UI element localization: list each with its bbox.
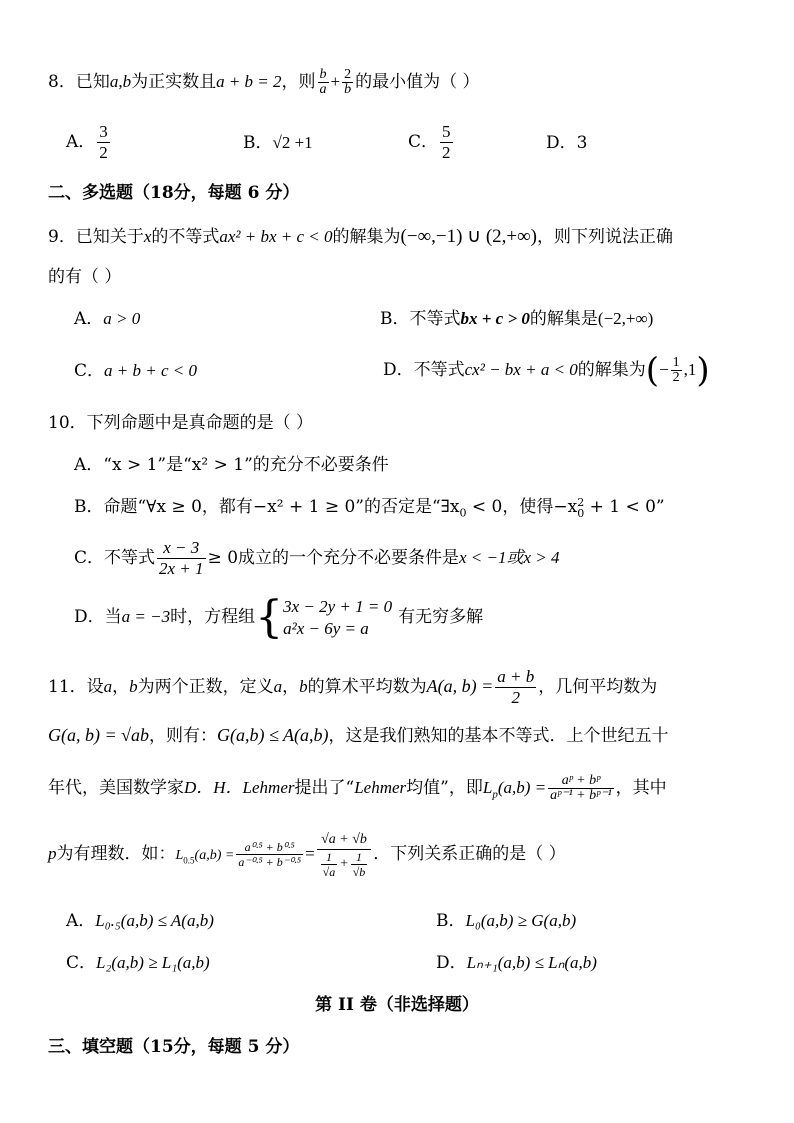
- q9-inequality: ax² + bx + c < 0: [219, 227, 333, 246]
- q8-stem: [48, 68, 480, 97]
- geometric-mean: G(a, b) = √ab: [48, 725, 150, 745]
- option-math: L₂(a,b) ≥ L₁(a,b): [96, 953, 210, 972]
- q9-stem-line1: [48, 224, 673, 250]
- option-text: 的解集是: [529, 309, 598, 329]
- q9-option-b: [380, 308, 653, 330]
- option-text: 时，方程组: [170, 607, 256, 627]
- q10-option-a: A．“x > 1”是“x² > 1”的充分不必要条件: [74, 455, 389, 475]
- denominator: 2: [99, 143, 108, 162]
- equation-system: [283, 596, 392, 640]
- variable-a: a: [103, 677, 113, 696]
- option-text: 的解集为: [577, 360, 646, 380]
- q8-variables: a,b: [109, 72, 132, 91]
- denominator: a: [319, 82, 327, 97]
- variable-b: b: [129, 677, 138, 696]
- example-fraction: [236, 840, 303, 869]
- option-text: B．命题“∀x ≥ 0，都有−x² + 1 ≥ 0”的否定是“∃x: [74, 497, 460, 517]
- option-fraction: [671, 356, 682, 385]
- numerator: x − 3: [157, 538, 206, 559]
- option-label: B．不等式: [380, 309, 461, 329]
- plus-sign: +: [330, 72, 341, 91]
- option-fraction: [157, 538, 206, 579]
- q11-text: ，这是我们熟知的基本不等式．上个世纪五十: [328, 726, 669, 746]
- inner-fraction: [351, 850, 368, 879]
- option-math: Lₙ₊₁(a,b) ≤ Lₙ(a,b): [466, 953, 597, 972]
- option-math: L₀.₅(a,b) ≤ A(a,b): [95, 911, 214, 930]
- denominator: 2: [511, 688, 521, 707]
- option-math: cx² − bx + a < 0: [464, 360, 578, 379]
- q11-text: 为有理数．如：: [56, 844, 176, 864]
- lehmer-symbol: L: [482, 778, 493, 797]
- denominator: 2: [442, 143, 451, 162]
- superscript: 2: [577, 495, 585, 509]
- mathematician-name: D．H．Lehmer: [184, 778, 295, 797]
- variable-a: a: [273, 677, 283, 696]
- lehmer-args: (a,b) =: [497, 778, 547, 797]
- numerator: aᵖ + bᵖ: [548, 774, 614, 789]
- q10-option-d: [74, 592, 483, 642]
- variable-b: b: [299, 677, 308, 696]
- q8-option-d: [546, 132, 587, 154]
- numerator: 5: [442, 122, 451, 141]
- left-brace: {: [255, 591, 284, 643]
- q9-solution-set: (−∞,−1) ∪ (2,+∞): [400, 226, 537, 247]
- option-value: D．3: [546, 133, 588, 153]
- option-fraction: [97, 122, 110, 163]
- option-interval-end: ,1: [683, 360, 697, 379]
- option-text: ≥ 0成立的一个充分不必要条件是: [207, 548, 460, 568]
- numerator: 3: [99, 122, 108, 141]
- option-math: bx + c > 0: [460, 309, 530, 328]
- denominator: $\frac{1}{√a}$ + $\frac{1}{√b}$: [322, 849, 366, 879]
- option-text: < 0，使得−x: [466, 497, 578, 517]
- q8-condition: a + b = 2: [216, 72, 282, 91]
- denominator: aᵖ⁻¹ + bᵖ⁻¹: [550, 788, 612, 803]
- equation-1: 3x − 2y + 1 = 0: [283, 596, 393, 616]
- subscript: 0.5: [183, 855, 195, 866]
- arithmetic-mean: A(a, b) =: [426, 676, 494, 696]
- q8-text: ，则: [281, 72, 316, 92]
- section-heading-fill-in: 三、填空题（15分，每题 5 分）: [48, 1037, 300, 1057]
- example-sqrt-fraction: [317, 831, 372, 879]
- q8-option-a: [66, 122, 112, 163]
- q9-option-a: [74, 308, 140, 330]
- q8-text: 的最小值为（ ）: [355, 72, 480, 92]
- q11-text: 均值”，即: [406, 778, 483, 798]
- option-text: D．当: [74, 607, 122, 627]
- q11-line1: [48, 664, 657, 709]
- lehmer-args: (a,b) =: [194, 848, 235, 863]
- option-value: √2 +1: [272, 133, 313, 152]
- section-heading-multiple-choice: 二、多选题（18分，每题 6 分）: [48, 183, 300, 203]
- variable-p: p: [48, 844, 57, 863]
- separator: ，: [112, 677, 130, 697]
- option-label: C．: [66, 953, 97, 973]
- q8-option-b: [243, 132, 313, 154]
- option-math: a + b + c < 0: [104, 361, 197, 380]
- denominator: 2: [672, 370, 680, 385]
- q11-line3: [48, 766, 667, 816]
- basic-inequality: G(a,b) ≤ A(a,b): [217, 725, 329, 745]
- numerator: 1: [321, 850, 338, 865]
- q8-fraction-b-over-a: [318, 68, 329, 97]
- right-paren: ): [696, 350, 710, 391]
- q11-text: ．下列关系正确的是（ ）: [373, 844, 566, 864]
- q9-option-c: [74, 360, 197, 382]
- option-math: a > 0: [103, 309, 141, 328]
- q11-option-b: [436, 910, 576, 932]
- q11-line4: [48, 824, 566, 890]
- equals-sign: =: [305, 844, 315, 863]
- q11-text: ，则有：: [149, 726, 218, 746]
- denominator: √b: [352, 864, 366, 879]
- denominator: b: [344, 82, 352, 97]
- option-math: L₀(a,b) ≥ G(a,b): [465, 911, 577, 930]
- q10-stem: 10．下列命题中是真命题的是（ ）: [48, 413, 314, 433]
- lehmer-symbol: L: [175, 848, 184, 863]
- option-label: A．: [66, 132, 96, 152]
- q11-text: ，其中: [615, 778, 667, 798]
- q9-stem-line2: 的有（ ）: [48, 267, 122, 287]
- option-label: D．: [436, 953, 467, 973]
- lehmer-name: Lehmer: [354, 778, 407, 797]
- q11-option-c: [66, 952, 210, 974]
- option-label: B．: [243, 133, 273, 153]
- separator: ，: [282, 677, 300, 697]
- option-label: A．: [74, 309, 104, 329]
- q11-option-d: [436, 952, 597, 974]
- q9-text: 9．已知关于: [48, 227, 144, 247]
- q11-text: 11．设: [48, 677, 104, 697]
- part-two-heading: 第 II 卷（非选择题）: [315, 995, 479, 1015]
- option-label: D．不等式: [383, 360, 465, 380]
- q11-line2: [48, 722, 669, 749]
- q9-variable: x: [143, 227, 152, 246]
- option-label: B．: [436, 911, 466, 931]
- option-fraction: [440, 122, 453, 163]
- q8-fraction-2-over-b: [342, 68, 353, 97]
- equation-2: a²x − 6y = a: [283, 618, 369, 638]
- q8-text: 为正实数且: [131, 72, 217, 92]
- numerator: a⁰·⁵ + b⁰·⁵: [236, 840, 303, 855]
- option-math: x < −1或x > 4: [459, 548, 560, 567]
- lehmer-fraction: [548, 774, 614, 803]
- q11-text: 为两个正数，定义: [137, 677, 274, 697]
- q8-number: 8．已知: [48, 72, 110, 92]
- left-paren: (: [645, 350, 660, 391]
- denominator: 2x + 1: [159, 559, 204, 578]
- numerator: 1: [351, 850, 368, 865]
- q9-option-d: [383, 350, 710, 390]
- numerator: a + b: [497, 667, 535, 686]
- option-label: C．: [408, 132, 439, 152]
- q9-text: 的解集为: [332, 227, 401, 247]
- minus-sign: −: [659, 360, 669, 379]
- subscript: 0: [577, 506, 585, 520]
- q11-text: 提出了“: [294, 778, 355, 798]
- q10-option-c: [74, 538, 560, 579]
- q9-text: 的不等式: [151, 227, 220, 247]
- inner-fraction: [321, 850, 338, 879]
- numerator: 1: [672, 355, 680, 370]
- numerator: 2: [344, 67, 352, 82]
- option-text: 有无穷多解: [398, 607, 484, 627]
- option-label: C．: [74, 361, 105, 381]
- q11-text: 的算术平均数为: [307, 677, 427, 697]
- subscript: 0: [459, 506, 467, 520]
- denominator: √a: [322, 864, 336, 879]
- q10-option-b: [74, 496, 665, 524]
- option-text: + 1 < 0”: [584, 497, 665, 517]
- option-text: C．不等式: [74, 548, 156, 568]
- q11-option-a: [66, 910, 214, 932]
- option-label: A．: [66, 911, 96, 931]
- option-interval: (−2,+∞): [597, 309, 654, 328]
- subscript-p: p: [492, 788, 498, 801]
- numerator: b: [319, 67, 327, 82]
- denominator: a⁻⁰·⁵ + b⁻⁰·⁵: [238, 855, 302, 869]
- option-math: a = −3: [121, 607, 171, 626]
- q11-text: ，几何平均数为: [538, 677, 658, 697]
- arithmetic-mean-fraction: [495, 667, 536, 708]
- numerator: √a + √b: [317, 831, 372, 850]
- q9-text: ，则下列说法正确: [536, 227, 673, 247]
- q11-text: 年代，美国数学家: [48, 778, 184, 798]
- q8-option-c: [408, 122, 455, 163]
